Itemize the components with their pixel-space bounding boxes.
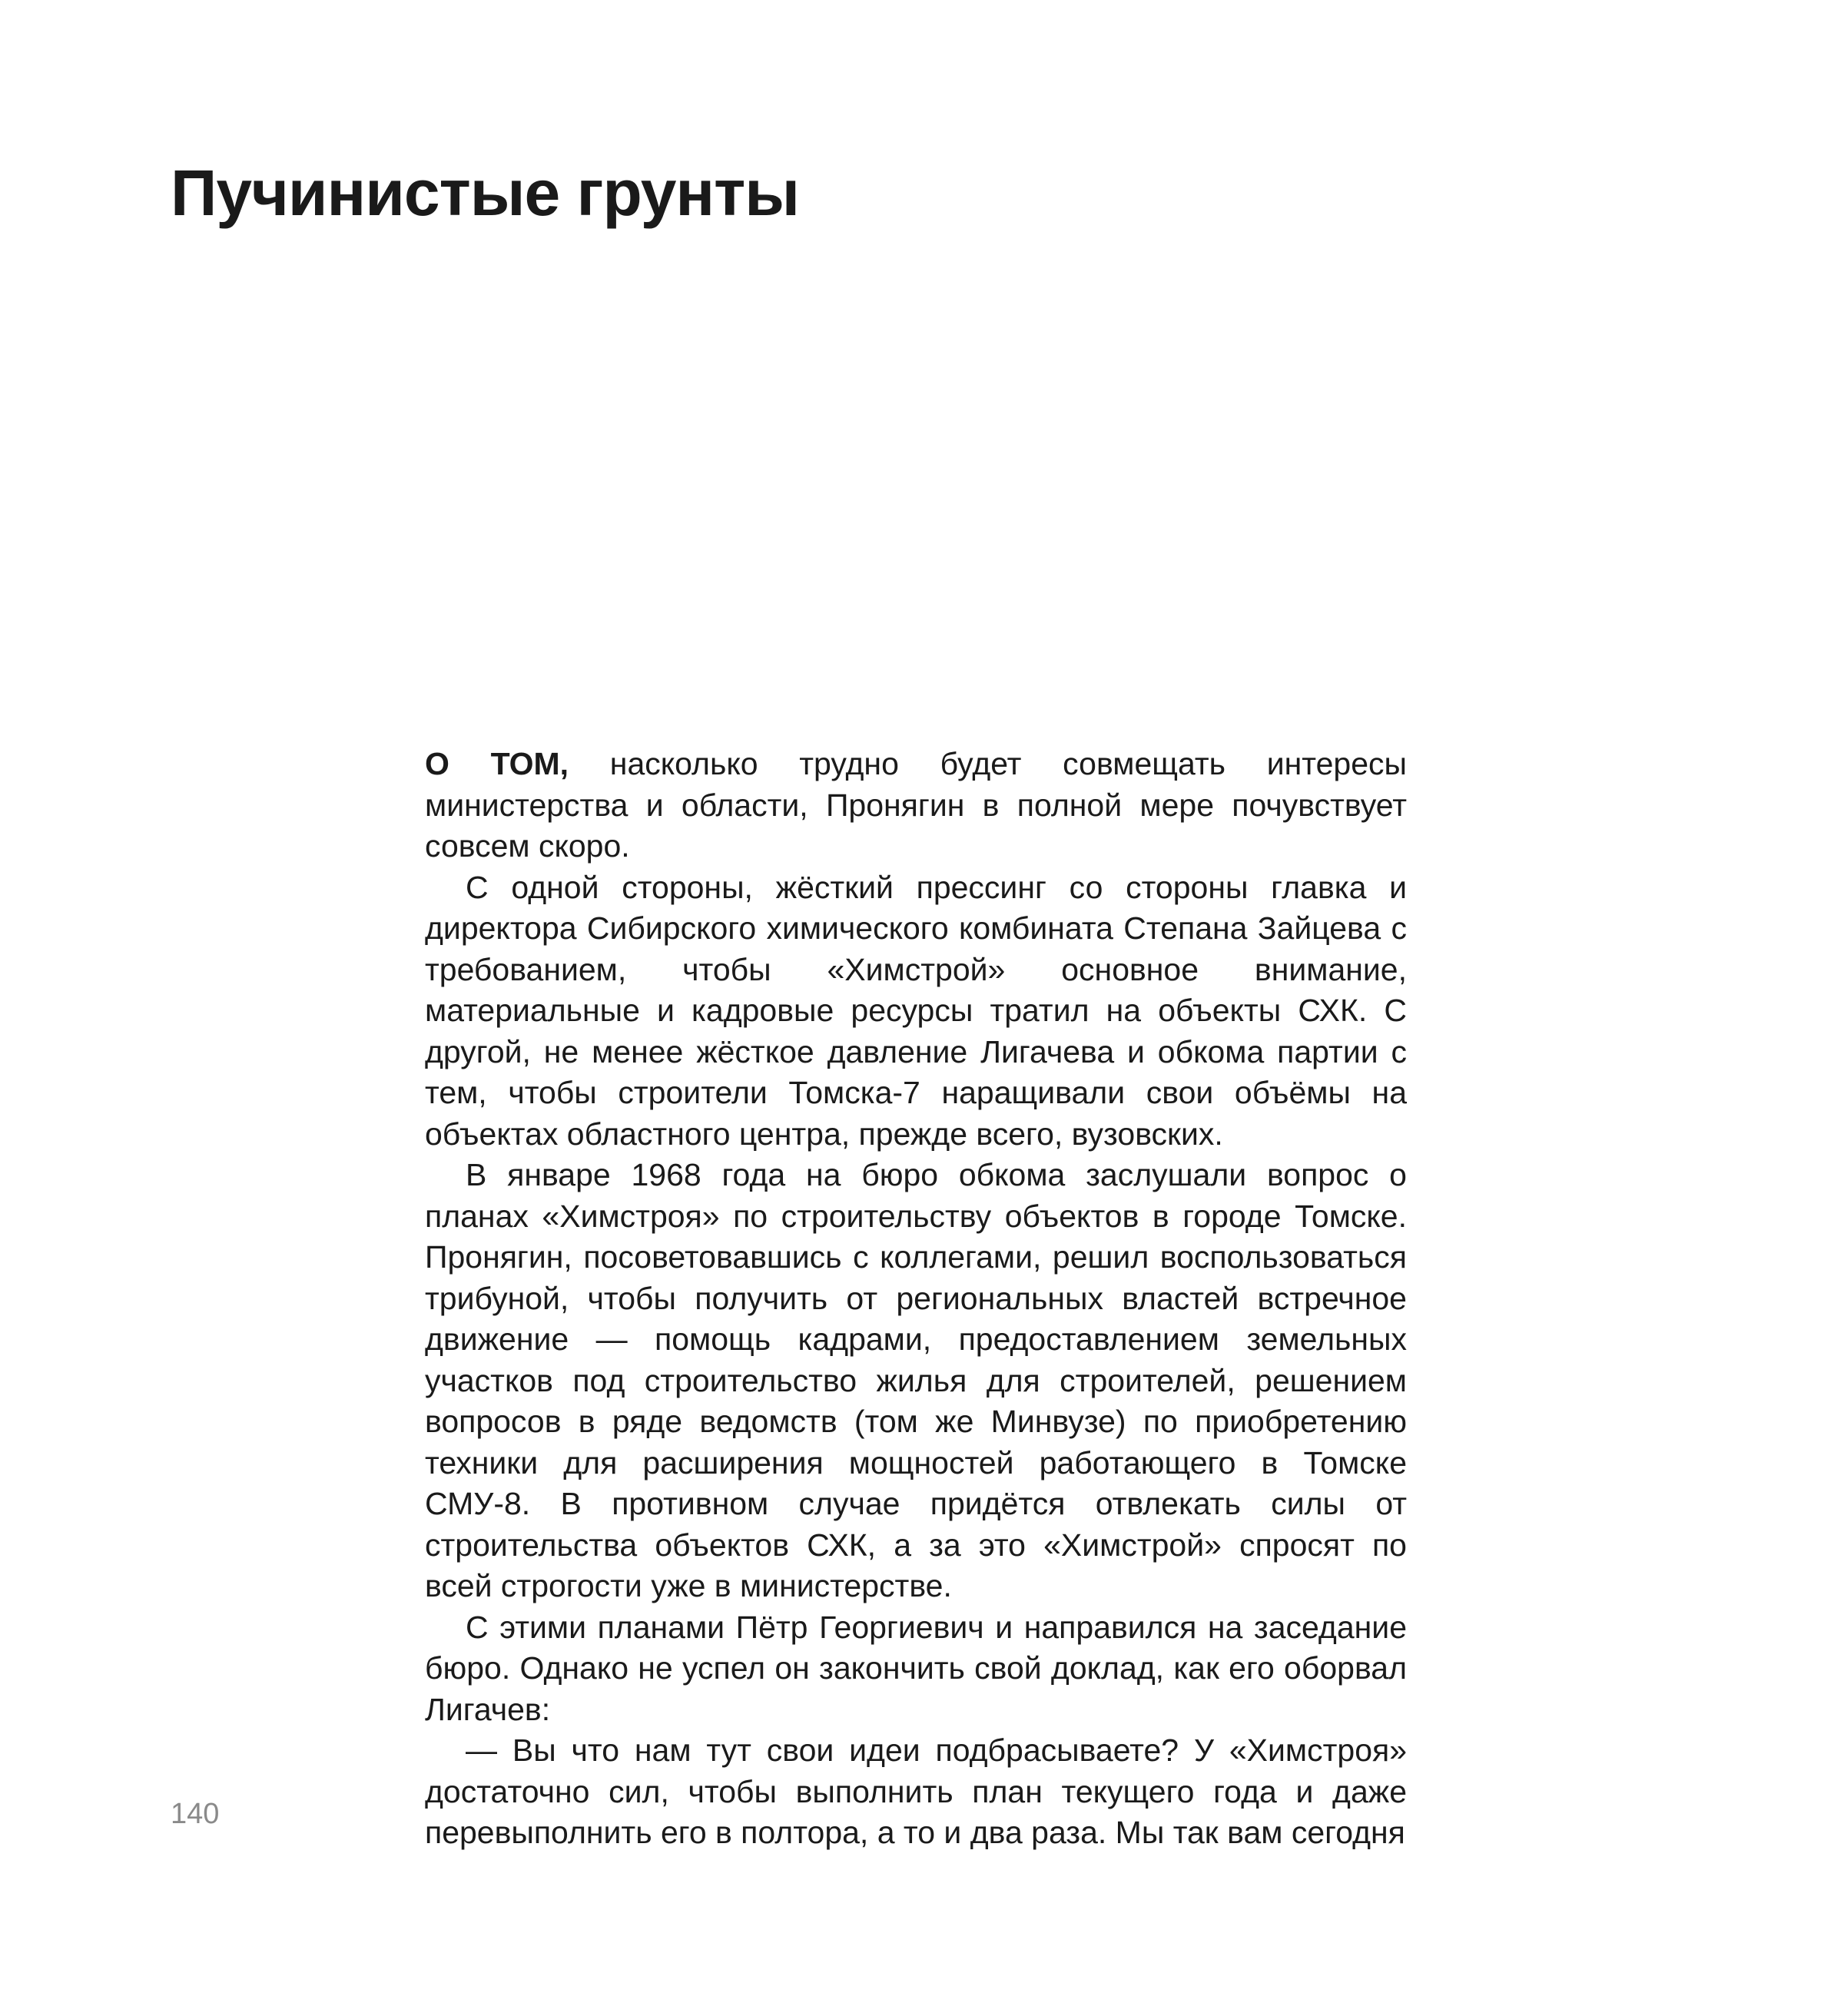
lead-paragraph-text: насколько трудно будет совмещать интересы министерства и области, Пронягин в полной мере почувствует совсем скоро.: [425, 746, 1407, 864]
paragraph: С одной стороны, жёсткий прессинг со стороны главка и директора Сибирского химического комбината Степана Зайцева с требованием, чтобы «Химстрой» основное внимание, материальные и кадровые ресурсы тратил на объекты СХК. С другой, не менее жёсткое давление Лигачева и обкома партии с тем, чтобы строители Томска-7 наращивали свои объёмы на объектах областного центра, прежде всего, вузовских.: [425, 869, 1407, 1152]
body-text: [425, 744, 1407, 1854]
page-number: 140: [171, 1798, 220, 1830]
paragraph: — Вы что нам тут свои идеи подбрасываете? У «Химстроя» достаточно сил, чтобы выполнить план текущего года и даже перевыполнить его в полтора, а то и два раза. Мы так вам сегодня: [425, 1732, 1407, 1850]
lead-word: О ТОМ,: [425, 746, 569, 781]
paragraph: В январе 1968 года на бюро обкома заслушали вопрос о планах «Химстроя» по строительству объектов в городе Томске. Пронягин, посоветовавшись с коллегами, решил воспользоваться трибуной, чтобы получить от региональных властей встречное движение — помощь кадрами, предоставлением земельных участков под строительство жилья для строителей, решением вопросов в ряде ведомств (том же Минвузе) по приобретению техники для расширения мощностей работающего в Томске СМУ-8. В противном случае придётся отвлекать силы от строительства объектов СХК, а за это «Химстрой» спросят по всей строгости уже в министерстве.: [425, 1157, 1407, 1603]
chapter-title: Пучинистые грунты: [171, 157, 800, 229]
paragraph: С этими планами Пётр Георгиевич и направился на заседание бюро. Однако не успел он закончить свой доклад, как его оборвал Лигачев:: [425, 1609, 1407, 1727]
lead-paragraph: [425, 744, 1407, 867]
